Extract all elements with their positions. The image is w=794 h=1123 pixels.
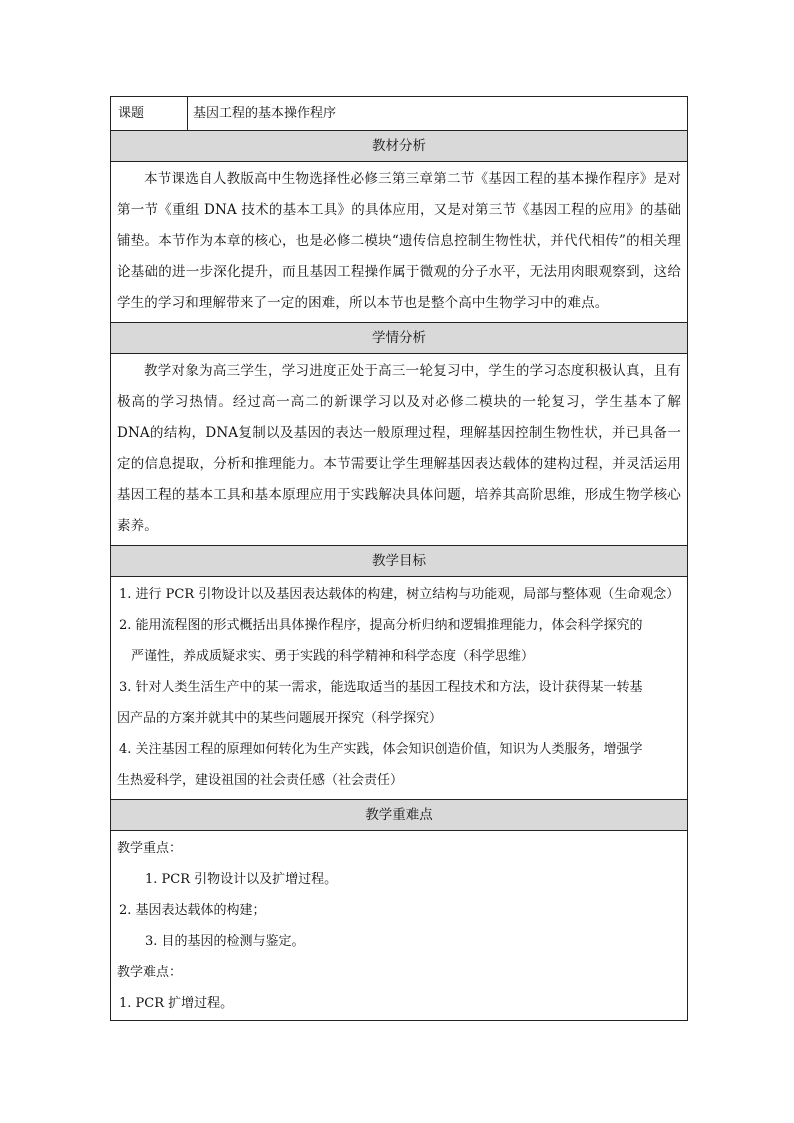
focus-item-2: 2. 基因表达载体的构建； [119, 903, 266, 918]
focus-item-1: 1. PCR 引物设计以及扩增过程。 [145, 872, 338, 887]
key-difficult-points-heading: 教学重难点 [111, 800, 687, 831]
goal-item-3-cont: 因产品的方案并就其中的某些问题展开探究（科学探究） [117, 711, 443, 726]
focus-label: 教学重点： [117, 841, 183, 856]
topic-value: 基因工程的基本操作程序 [193, 106, 337, 121]
key-difficult-points-body [111, 831, 687, 1020]
teaching-goals-heading: 教学目标 [111, 546, 687, 577]
goal-item-2-cont: 严谨性，养成质疑求实、勇于实践的科学精神和科学态度（科学思维） [131, 649, 535, 664]
goal-item-2: 2. 能用流程图的形式概括出具体操作程序，提高分析归纳和逻辑推理能力，体会科学探究的 [119, 618, 643, 633]
student-analysis-heading: 学情分析 [111, 323, 687, 354]
difficulty-item-1: 1. PCR 扩增过程。 [119, 996, 234, 1011]
lesson-plan-table [110, 96, 688, 1021]
goal-item-4: 4. 关注基因工程的原理如何转化为生产实践，体会知识创造价值，知识为人类服务，增强学 [119, 742, 643, 757]
difficulty-label: 教学难点： [117, 965, 183, 980]
material-analysis-text: 本节课选自人教版高中生物选择性必修三第三章第二节《基因工程的基本操作程序》是对第一节《重组 DNA 技术的基本工具》的具体应用，又是对第三节《基因工程的应用》的基础铺垫。本节作为本章的核心，也是必修二模块“遗传信息控制生物性状，并代代相传”的相关理论基础的进一步深化提升，而且基因工程操作属于微观的分子水平，无法用肉眼观察到，这给学生的学习和理解带来了一定的困难，所以本节也是整个高中生物学习中的难点。 [111, 162, 687, 323]
teaching-goals-list [111, 577, 687, 800]
topic-row [111, 97, 687, 131]
student-analysis-text: 教学对象为高三学生，学习进度正处于高三一轮复习中，学生的学习态度积极认真，且有极高的学习热情。经过高一高二的新课学习以及对必修二模块的一轮复习，学生基本了解DNA的结构，DNA复制以及基因的表达一般原理过程，理解基因控制生物性状，并已具备一定的信息提取，分析和推理能力。本节需要让学生理解基因表达载体的建构过程，并灵活运用基因工程的基本工具和基本原理应用于实践解决具体问题，培养其高阶思维，形成生物学核心素养。 [111, 354, 687, 546]
topic-label: 课题 [111, 97, 188, 130]
focus-item-3: 3. 目的基因的检测与鉴定。 [145, 934, 305, 949]
goal-item-4-cont: 生热爱科学，建设祖国的社会责任感（社会责任） [117, 773, 404, 788]
goal-item-1: 1. 进行 PCR 引物设计以及基因表达载体的构建，树立结构与功能观，局部与整体观（生命观念） [119, 587, 680, 602]
goal-item-3: 3. 针对人类生活生产中的某一需求，能选取适当的基因工程技术和方法，设计获得某一转基 [119, 680, 643, 695]
material-analysis-heading: 教材分析 [111, 131, 687, 162]
